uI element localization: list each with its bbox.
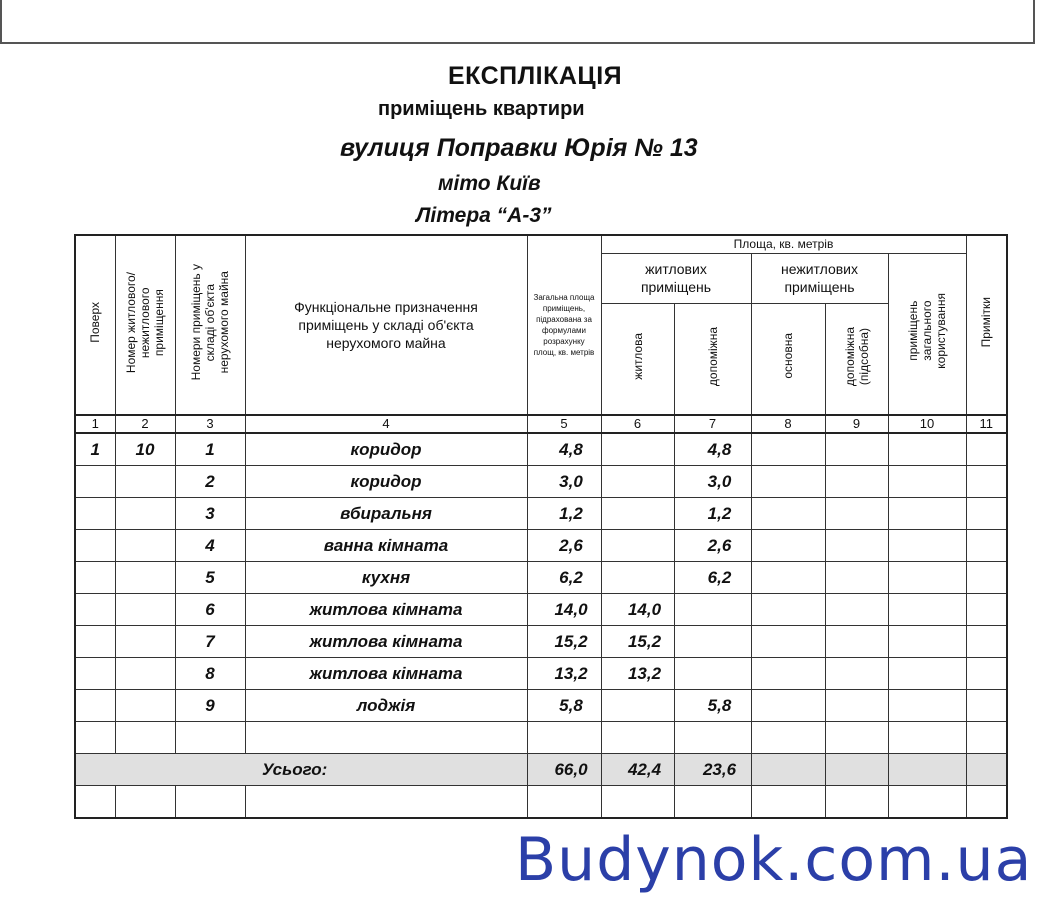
cell-empty [751,594,825,626]
column-number: 7 [674,415,751,433]
header-room-numbers: Номери приміщень у складі об'єкта нерухомого майна [175,235,245,415]
cell-aux: 1,2 [674,498,751,530]
cell-total: 3,0 [527,466,601,498]
total-row [75,754,1007,786]
header-common-use: приміщень загального користування [888,253,966,415]
cell-aux [674,594,751,626]
table-row [75,690,1007,722]
cell-floor [75,466,115,498]
cell-apt [115,690,175,722]
table-row [75,562,1007,594]
cell-empty [966,658,1007,690]
cell-empty [825,498,888,530]
cell-total: 1,2 [527,498,601,530]
cell-purpose: кухня [245,562,527,594]
building-litera: Літера “А-3” [416,204,552,227]
cell-total: 13,2 [527,658,601,690]
cell-purpose: житлова кімната [245,626,527,658]
top-frame [0,0,1035,44]
cell-empty [825,562,888,594]
header-main: основна [751,303,825,415]
cell-empty [751,658,825,690]
cell-empty [888,433,966,466]
cell-living: 14,0 [601,594,674,626]
cell-empty [825,658,888,690]
cell-living: 13,2 [601,658,674,690]
cell-apt [115,562,175,594]
cell-room: 4 [175,530,245,562]
cell-purpose: житлова кімната [245,594,527,626]
cell-apt [115,626,175,658]
header-auxiliary: допоміжна [674,303,751,415]
cell-empty [888,594,966,626]
cell-total: 15,2 [527,626,601,658]
cell-apt [115,594,175,626]
cell-room: 1 [175,433,245,466]
cell-purpose: житлова кімната [245,658,527,690]
table-row [75,530,1007,562]
cell-empty [888,498,966,530]
cell-apt: 10 [115,433,175,466]
cell-room: 8 [175,658,245,690]
cell-empty [825,690,888,722]
cell-empty [966,466,1007,498]
cell-empty [751,626,825,658]
total-area-sum: 66,0 [527,754,601,786]
cell-purpose: коридор [245,466,527,498]
cell-empty [825,594,888,626]
cell-aux [674,658,751,690]
column-number: 8 [751,415,825,433]
table-row [75,594,1007,626]
column-number: 4 [245,415,527,433]
cell-empty [751,530,825,562]
cell-living [601,690,674,722]
column-number: 3 [175,415,245,433]
cell-floor [75,562,115,594]
cell-room: 9 [175,690,245,722]
cell-room: 2 [175,466,245,498]
cell-empty [825,530,888,562]
city-name: міто Київ [438,172,541,195]
header-floor: Поверх [75,235,115,415]
document-subtitle: приміщень квартири [378,98,585,120]
header-apt-number: Номер житлового/ нежитлового приміщення [115,235,175,415]
table-row [75,626,1007,658]
cell-apt [115,466,175,498]
column-number: 1 [75,415,115,433]
cell-floor [75,498,115,530]
cell-empty [751,433,825,466]
cell-purpose: ванна кімната [245,530,527,562]
header-residential-group: житлових приміщень [601,253,751,303]
cell-living [601,498,674,530]
cell-empty [966,690,1007,722]
cell-aux: 6,2 [674,562,751,594]
document-title: ЕКСПЛІКАЦІЯ [448,62,623,90]
cell-empty [966,530,1007,562]
cell-total: 14,0 [527,594,601,626]
total-aux-sum: 23,6 [674,754,751,786]
cell-living [601,466,674,498]
cell-empty [966,626,1007,658]
cell-floor [75,626,115,658]
cell-empty [751,466,825,498]
cell-living: 15,2 [601,626,674,658]
cell-empty [888,562,966,594]
table-row [75,658,1007,690]
cell-empty [966,562,1007,594]
cell-room: 7 [175,626,245,658]
cell-floor [75,690,115,722]
cell-empty [966,498,1007,530]
cell-floor [75,530,115,562]
cell-room: 3 [175,498,245,530]
table-row [75,433,1007,466]
cell-total: 6,2 [527,562,601,594]
cell-aux: 4,8 [674,433,751,466]
cell-total: 2,6 [527,530,601,562]
column-number: 11 [966,415,1007,433]
cell-empty [751,562,825,594]
total-living-sum: 42,4 [601,754,674,786]
cell-empty [825,433,888,466]
table-row [75,466,1007,498]
column-number: 9 [825,415,888,433]
cell-empty [825,466,888,498]
cell-empty [966,433,1007,466]
cell-purpose: лоджія [245,690,527,722]
cell-living [601,433,674,466]
cell-aux: 5,8 [674,690,751,722]
cell-purpose: вбиральня [245,498,527,530]
cell-aux [674,626,751,658]
header-purpose: Функціональне призначення приміщень у складі об'єкта нерухомого майна [245,235,527,415]
cell-room: 6 [175,594,245,626]
street-address: вулиця Поправки Юрія № 13 [340,134,698,162]
cell-empty [751,690,825,722]
cell-empty [825,626,888,658]
cell-room: 5 [175,562,245,594]
empty-row [75,722,1007,754]
total-label: Усього: [75,754,527,786]
watermark-text: Budynok.com.ua [515,825,1033,895]
cell-aux: 3,0 [674,466,751,498]
cell-living [601,530,674,562]
empty-row [75,786,1007,819]
header-aux-utility: допоміжна (підсобна) [825,303,888,415]
cell-empty [888,466,966,498]
column-number: 10 [888,415,966,433]
table-row [75,498,1007,530]
cell-empty [888,530,966,562]
header-area-group: Площа, кв. метрів [601,235,966,253]
cell-total: 5,8 [527,690,601,722]
cell-floor [75,594,115,626]
cell-empty [966,594,1007,626]
header-nonresidential-group: нежитлових приміщень [751,253,888,303]
column-number: 2 [115,415,175,433]
cell-empty [888,658,966,690]
cell-floor: 1 [75,433,115,466]
cell-purpose: коридор [245,433,527,466]
header-total-area: Загальна площа приміщень, підрахована за формулами розрахунку площ, кв. метрів [527,235,601,415]
cell-aux: 2,6 [674,530,751,562]
cell-apt [115,658,175,690]
explication-table [74,234,1008,819]
cell-apt [115,530,175,562]
header-notes: Примітки [966,235,1007,415]
cell-living [601,562,674,594]
cell-apt [115,498,175,530]
cell-floor [75,658,115,690]
cell-empty [888,626,966,658]
header-living: житлова [601,303,674,415]
cell-empty [751,498,825,530]
column-number-row [75,415,1007,433]
column-number: 5 [527,415,601,433]
cell-total: 4,8 [527,433,601,466]
column-number: 6 [601,415,674,433]
cell-empty [888,690,966,722]
